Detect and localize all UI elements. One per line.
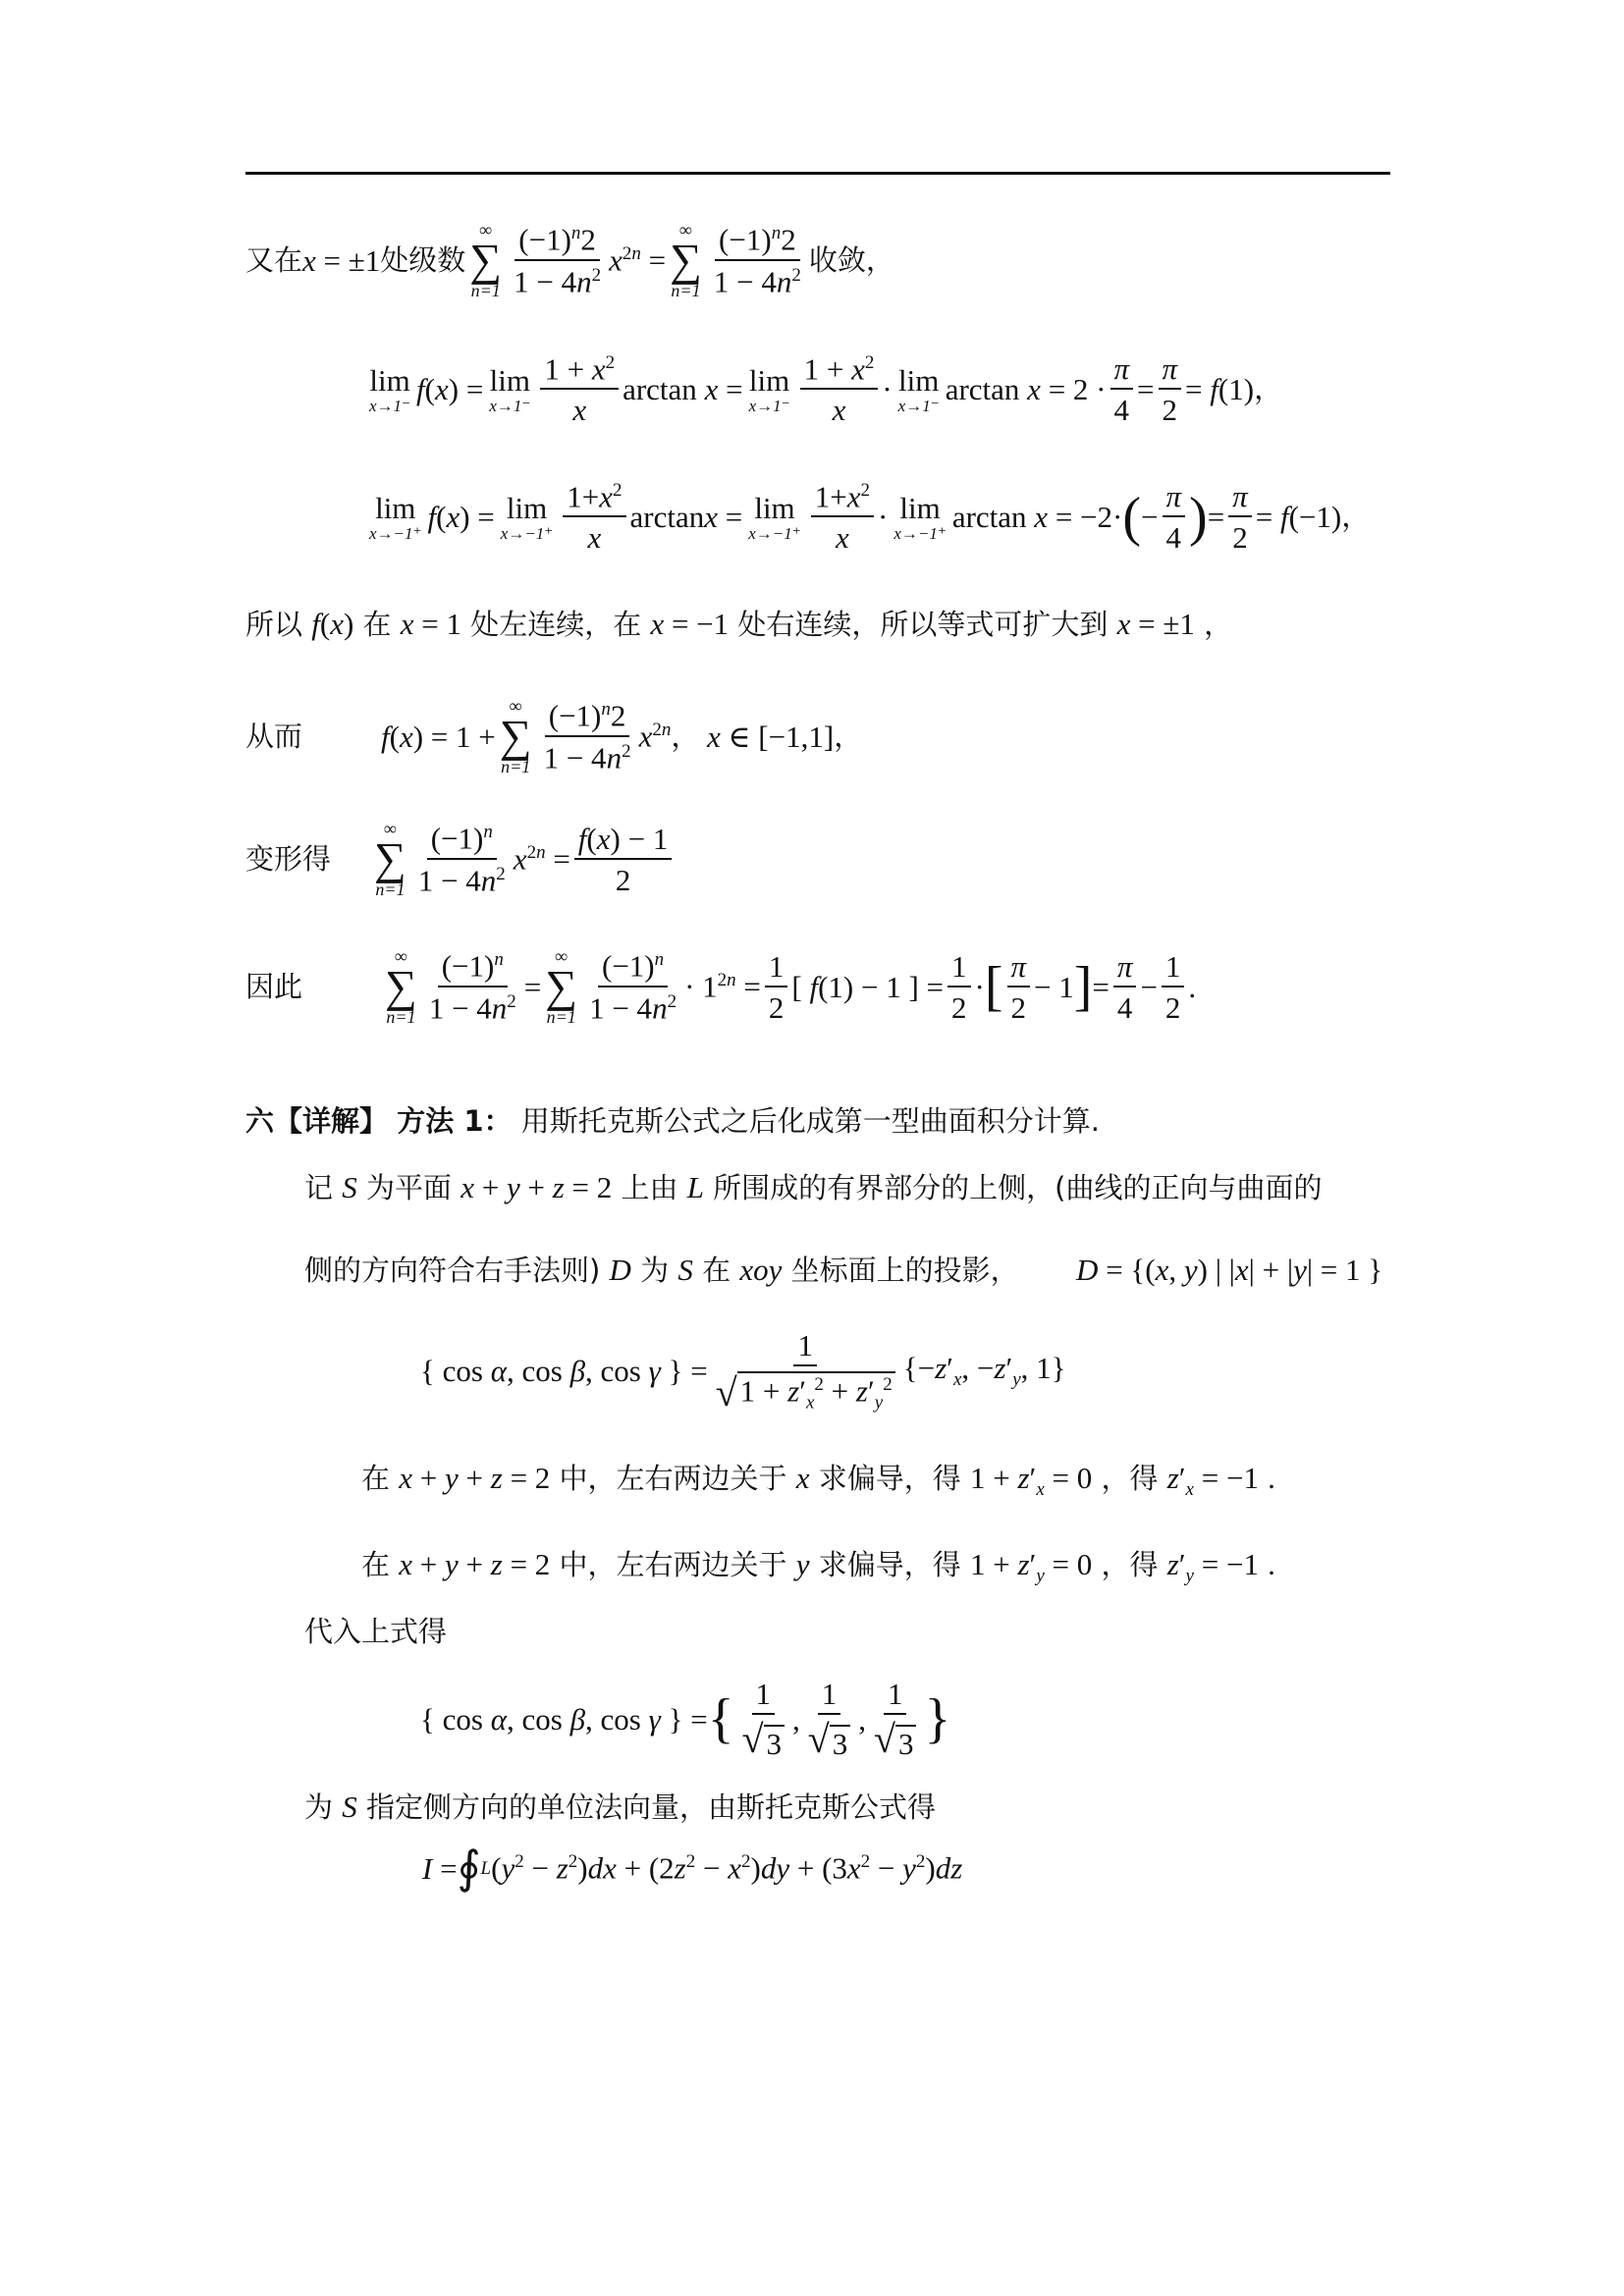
text: ， bbox=[1254, 372, 1283, 406]
result-line: 因此 ∞ ∑ n=1 $\frac{(-1)^n}{1 - 4n^2}$ = ∞ ∑ n=1 $\frac{(-1)^n}{1 - 4n^2}$ · $1^{2n}$ = $\frac{1}{2}$ [ f(1) − 1 ] = $\frac{1}{2}$ · [ $\frac{\pi}{2}$ − 1 ] = $\frac{\pi}{4}$ − $\frac{1}{2}$ . bbox=[245, 946, 1197, 1027]
substitution-line bbox=[304, 1615, 448, 1648]
text: 又在 bbox=[245, 242, 303, 277]
line-integral-formula: I = ∮ L $(y^2 - z^2)dx + (2z^2 - x^2)dy + (3x^2 - y^2)dz$ bbox=[422, 1842, 963, 1893]
text: ， bbox=[1204, 608, 1233, 641]
series-at-endpoints-line: 又在 x = ±1 处级数 ∞ ∑ n=1 $\frac{(-1)^n2}{1 - 4n^2}$ $x^{2n}$ = ∞ ∑ n=1 $\frac{(-1)^n2}{1 - 4n^2}$ 收敛， bbox=[245, 220, 894, 300]
text: 收敛， bbox=[808, 242, 894, 277]
rearranged-line: 变形得 ∞ ∑ n=1 $\frac{(-1)^n}{1 - 4n^2}$ $x^{2n}$ = $\frac{f(x) - 1}{2}$ bbox=[245, 820, 676, 898]
text: 处左连续，在 bbox=[470, 608, 642, 641]
partial-x-line: 在 x + y + z = 2 中，左右两边关于 x 求偏导，得 $1 + z'_x = 0$ ，得 $z'_x = -1$ . bbox=[361, 1461, 1275, 1501]
text: 为平面 bbox=[365, 1171, 452, 1204]
label: 从而 bbox=[245, 719, 303, 753]
text: 处右连续，所以等式可扩大到 bbox=[737, 608, 1109, 641]
projection-definition: 侧的方向符合右手法则) D 为 S 在 xoy 坐标面上的投影， D = {(x, y) | |x| + |y| = 1 } bbox=[304, 1253, 1383, 1287]
text: 为 bbox=[640, 1254, 670, 1287]
text: 处级数 bbox=[380, 242, 466, 277]
text: ，得 bbox=[1101, 1548, 1159, 1581]
text: . bbox=[1268, 1547, 1275, 1581]
section-heading bbox=[245, 1104, 1100, 1138]
text: 在 bbox=[361, 1548, 391, 1581]
left-limit-equation: lim x→1⁻ f(x) = lim x→1⁻ $\frac{1 + x^2}{x}$ arctan x = lim x→1⁻ $\frac{1 + x^2}{x}$ · lim x→1⁻ arctan x = 2 · $\frac{\pi}{4}$ = $\frac{\pi}{2}$ = f(1) ， bbox=[369, 351, 1283, 428]
text: 为 bbox=[304, 1790, 334, 1824]
surface-definition: 记 S 为平面 x + y + z = 2 上由 L 所围成的有界部分的上侧，(曲线的正向与曲面的 bbox=[304, 1170, 1323, 1204]
section-number: 六【详解】 bbox=[245, 1104, 389, 1138]
text: 坐标面上的投影， bbox=[790, 1254, 1019, 1287]
text: 求偏导，得 bbox=[818, 1548, 961, 1581]
text: 求偏导，得 bbox=[818, 1462, 961, 1495]
text: ， bbox=[1341, 500, 1371, 534]
text: ，得 bbox=[1101, 1462, 1159, 1495]
partial-y-line: 在 x + y + z = 2 中，左右两边关于 y 求偏导，得 $1 + z'_y = 0$ ，得 $z'_y = -1$ . bbox=[361, 1547, 1275, 1587]
normal-vector-formula: { cos α, cos β, cos γ } = 1 √ $1 + z'_x^2 + z'_y^2$ {$-z'_x$, $-z'_y$, 1} bbox=[420, 1328, 1066, 1415]
right-limit-equation: lim x→−1⁺ f(x) = lim x→−1⁺ $\frac{1+x^2}{x}$ arctanx = lim x→−1⁺ $\frac{1+x^2}{x}$ · lim x→−1⁺ arctan x = −2· ( − $\frac{\pi}{4}$ ) = $\frac{\pi}{2}$ = f(−1) ， bbox=[369, 479, 1371, 556]
text: 侧的方向符合右手法则) bbox=[304, 1254, 601, 1287]
text: ， bbox=[671, 719, 700, 753]
stokes-statement: 为 S 指定侧方向的单位法向量，由斯托克斯公式得 bbox=[304, 1789, 936, 1824]
unit-normal-result: { cos α, cos β, cos γ } = { 1 √ 3 , 1 √ 3 , 1 √ 3 } bbox=[420, 1677, 951, 1761]
text: 在 bbox=[362, 608, 392, 641]
text: 代入上式得 bbox=[304, 1615, 448, 1648]
text: 上由 bbox=[621, 1171, 678, 1204]
label: 因此 bbox=[245, 969, 303, 1003]
text: 中，左右两边关于 bbox=[559, 1548, 787, 1581]
section-title: 用斯托克斯公式之后化成第一型曲面积分计算. bbox=[520, 1104, 1100, 1138]
plane-name: xoy bbox=[739, 1253, 783, 1287]
text: 中，左右两边关于 bbox=[559, 1462, 787, 1495]
continuity-statement: 所以 f(x) 在 x = 1 处左连续，在 x = −1 处右连续，所以等式可扩大到 x = ±1 ， bbox=[245, 607, 1233, 641]
text: . bbox=[1268, 1461, 1275, 1495]
label: 变形得 bbox=[245, 841, 332, 876]
text: 在 bbox=[361, 1462, 391, 1495]
header-rule bbox=[245, 172, 1390, 175]
series-expansion-line: 从而 f(x) = 1 + ∞ ∑ n=1 $\frac{(-1)^n2}{1 - 4n^2}$ $x^{2n}$ ， x ∈ [−1,1] ， bbox=[245, 696, 863, 776]
text: 记 bbox=[304, 1171, 334, 1204]
text: 指定侧方向的单位法向量，由斯托克斯公式得 bbox=[365, 1790, 936, 1824]
text: 在 bbox=[702, 1254, 731, 1287]
text: 所围成的有界部分的上侧，(曲线的正向与曲面的 bbox=[713, 1171, 1323, 1204]
method-label: 方法 1： bbox=[397, 1104, 513, 1138]
text: 所以 bbox=[245, 608, 303, 641]
